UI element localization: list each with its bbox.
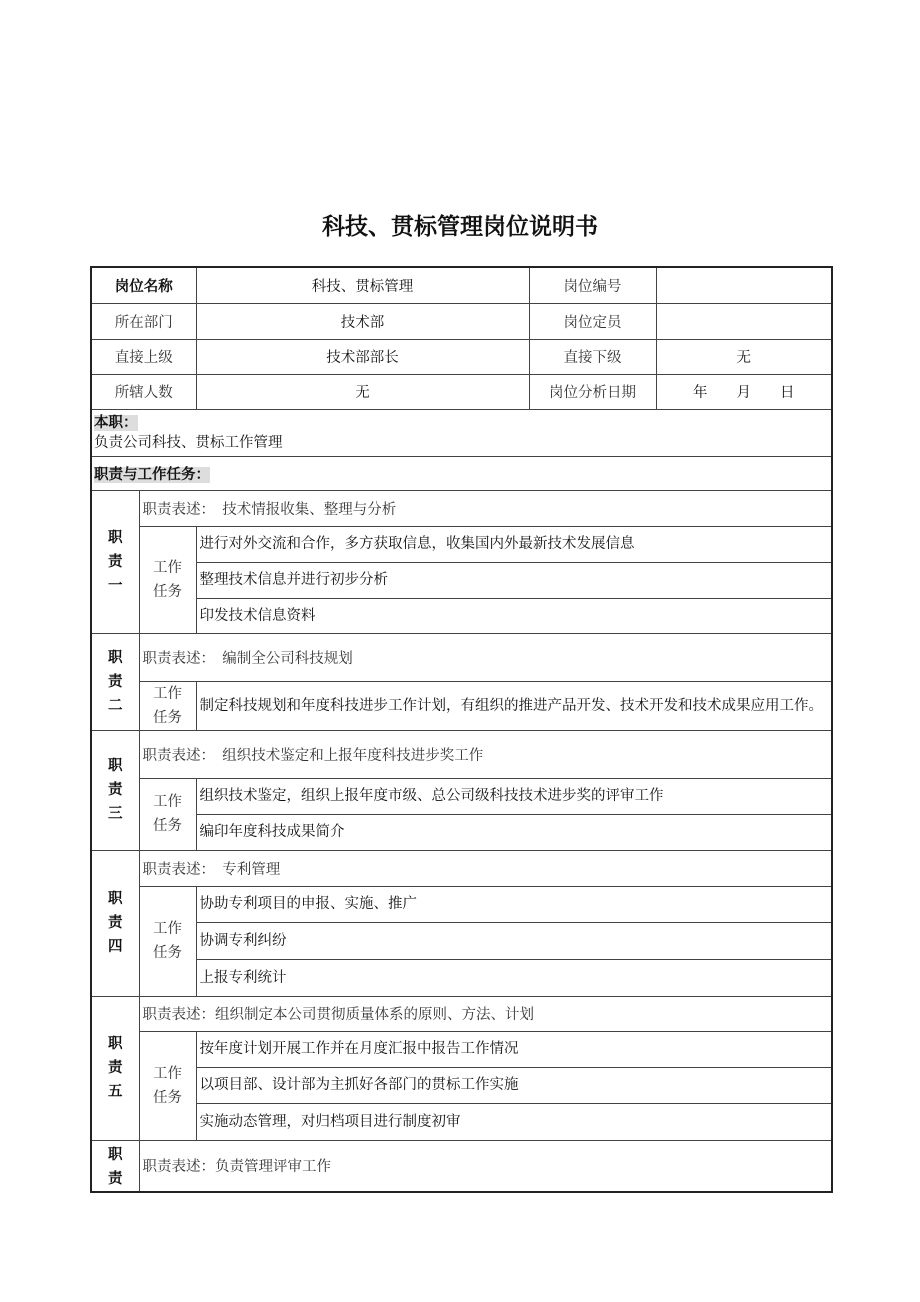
document-title: 科技、贯标管理岗位说明书 xyxy=(322,213,598,240)
duty-description: 职责表述：组织制定本公司贯彻质量体系的原则、方法、计划 xyxy=(139,996,832,1031)
task-item: 整理技术信息并进行初步分析 xyxy=(196,562,832,598)
task-label-text: 工作任务 xyxy=(153,794,182,834)
task-item: 协助专利项目的申报、实施、推广 xyxy=(196,886,832,922)
info-label: 岗位编号 xyxy=(529,267,656,303)
info-value xyxy=(656,267,832,303)
info-label: 直接上级 xyxy=(91,339,196,374)
duty-name xyxy=(91,730,139,850)
duty-description: 职责表述： 技术情报收集、整理与分析 xyxy=(139,490,832,526)
duty-desc-row xyxy=(91,850,832,886)
task-row xyxy=(91,814,832,850)
duty-desc-row xyxy=(91,633,832,681)
info-label: 岗位分析日期 xyxy=(529,374,656,409)
task-item: 以项目部、设计部为主抓好各部门的贯标工作实施 xyxy=(196,1067,832,1103)
task-item: 实施动态管理，对归档项目进行制度初审 xyxy=(196,1103,832,1140)
task-item: 协调专利纠纷 xyxy=(196,922,832,959)
duty-name xyxy=(91,996,139,1140)
task-row xyxy=(91,778,832,814)
benzhi-text: 负责公司科技、贯标工作管理 xyxy=(94,434,283,451)
info-label: 岗位定员 xyxy=(529,303,656,339)
duties-label: 职责与工作任务： xyxy=(94,466,210,483)
info-label: 岗位名称 xyxy=(91,267,196,303)
duty-name xyxy=(91,633,139,730)
duty-name xyxy=(91,490,139,633)
task-row xyxy=(91,562,832,598)
duties-header-row xyxy=(91,456,832,490)
task-item: 印发技术信息资料 xyxy=(196,598,832,633)
duty-name-text: 职责四 xyxy=(108,891,123,955)
task-label xyxy=(139,778,196,850)
task-label-text: 工作任务 xyxy=(153,685,182,726)
duty-description: 职责表述： 组织技术鉴定和上报年度科技进步奖工作 xyxy=(139,730,832,778)
task-label-text: 工作任务 xyxy=(153,559,182,600)
task-item: 组织技术鉴定，组织上报年度市级、总公司级科技技术进步奖的评审工作 xyxy=(196,778,832,814)
task-row xyxy=(91,922,832,959)
duty-name xyxy=(91,850,139,996)
info-row xyxy=(91,303,832,339)
info-label: 所辖人数 xyxy=(91,374,196,409)
task-label xyxy=(139,681,196,730)
task-item: 进行对外交流和合作，多方获取信息，收集国内外最新技术发展信息 xyxy=(196,526,832,562)
duty-name-text: 职责五 xyxy=(108,1036,123,1100)
info-row xyxy=(91,374,832,409)
task-row xyxy=(91,886,832,922)
task-label-text: 工作任务 xyxy=(153,1065,182,1106)
duty-description: 职责表述： 编制全公司科技规划 xyxy=(139,633,832,681)
task-label xyxy=(139,886,196,996)
task-row xyxy=(91,959,832,996)
info-value: 无 xyxy=(656,339,832,374)
benzhi-row xyxy=(91,409,832,456)
info-value: 科技、贯标管理 xyxy=(196,267,529,303)
duty-name-text: 职责一 xyxy=(108,529,123,594)
task-row xyxy=(91,526,832,562)
task-item: 制定科技规划和年度科技进步工作计划，有组织的推进产品开发、技术开发和技术成果应用工作。 xyxy=(196,681,832,730)
duty-desc-row xyxy=(91,490,832,526)
info-label: 所在部门 xyxy=(91,303,196,339)
task-label xyxy=(139,1031,196,1140)
job-description-table xyxy=(90,266,833,1193)
duty-name xyxy=(91,1140,139,1192)
benzhi-label: 本职： xyxy=(94,414,138,431)
task-label xyxy=(139,526,196,633)
duty-description: 职责表述：负责管理评审工作 xyxy=(139,1140,832,1192)
duty-desc-row xyxy=(91,996,832,1031)
duty-name-text: 职责三 xyxy=(108,758,123,822)
task-row xyxy=(91,681,832,730)
duty-description: 职责表述： 专利管理 xyxy=(139,850,832,886)
info-row xyxy=(91,267,832,303)
task-row xyxy=(91,1031,832,1067)
info-row xyxy=(91,339,832,374)
duty-name-text: 职责二 xyxy=(108,649,123,714)
task-item: 编印年度科技成果简介 xyxy=(196,814,832,850)
task-row xyxy=(91,1067,832,1103)
task-row xyxy=(91,598,832,633)
duty-name-text: 职责 xyxy=(108,1146,123,1187)
info-label: 直接下级 xyxy=(529,339,656,374)
task-item: 按年度计划开展工作并在月度汇报中报告工作情况 xyxy=(196,1031,832,1067)
info-value: 无 xyxy=(196,374,529,409)
info-value xyxy=(656,303,832,339)
info-value: 技术部 xyxy=(196,303,529,339)
duty-desc-row xyxy=(91,1140,832,1192)
info-value: 技术部部长 xyxy=(196,339,529,374)
info-value: 年 月 日 xyxy=(656,374,832,409)
task-item: 上报专利统计 xyxy=(196,959,832,996)
task-row xyxy=(91,1103,832,1140)
duty-desc-row xyxy=(91,730,832,778)
task-label-text: 工作任务 xyxy=(153,921,182,961)
